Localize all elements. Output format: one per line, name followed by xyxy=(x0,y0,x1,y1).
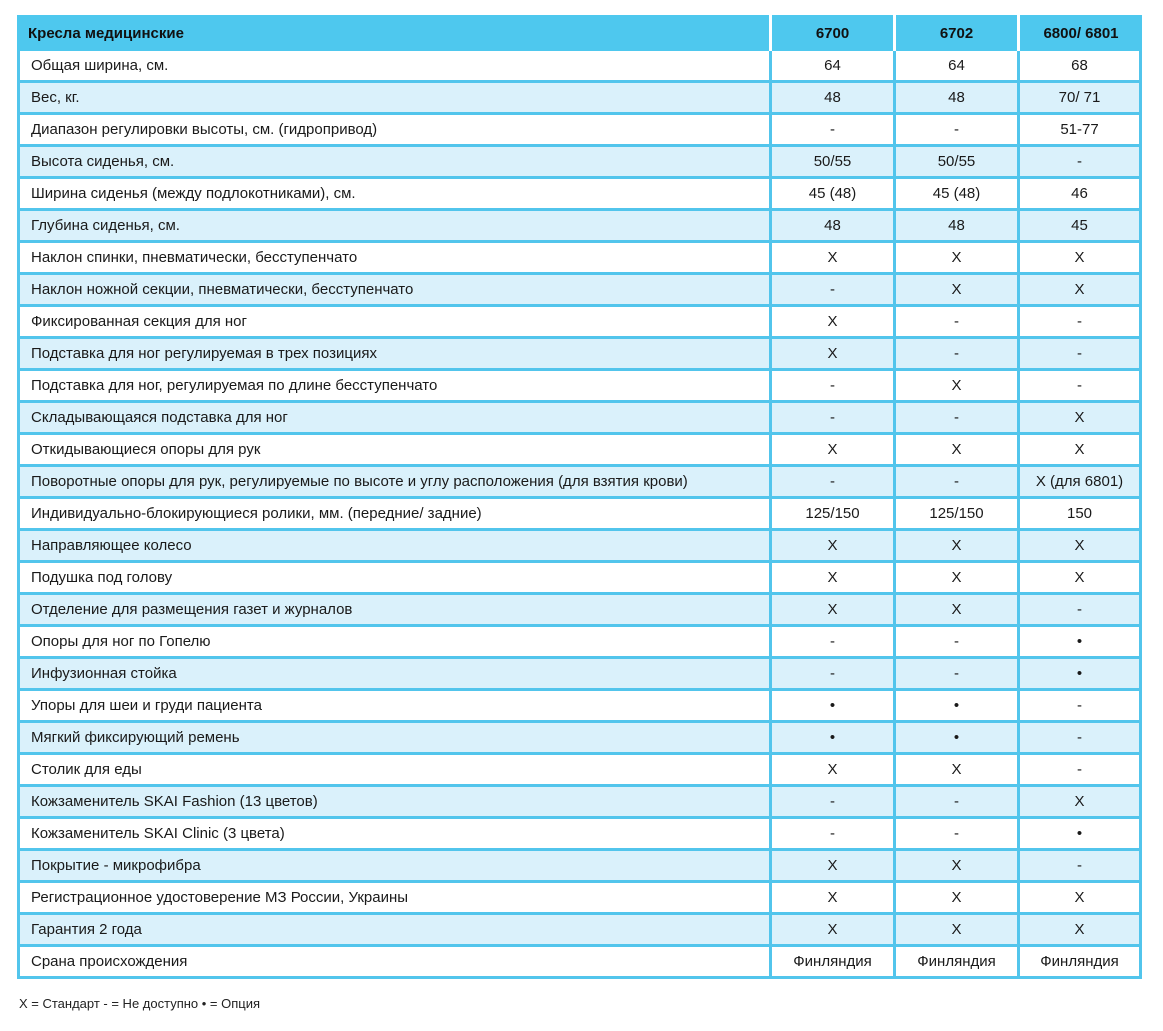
row-value: - xyxy=(896,627,1020,659)
row-value: X xyxy=(772,563,896,595)
row-value: X xyxy=(772,915,896,947)
row-label: Отделение для размещения газет и журналов xyxy=(17,595,772,627)
row-label: Ширина сиденья (между подлокотниками), см. xyxy=(17,179,772,211)
row-value: 50/55 xyxy=(772,147,896,179)
table-row xyxy=(17,915,1142,947)
row-value: 125/150 xyxy=(896,499,1020,531)
row-label: Упоры для шеи и груди пациента xyxy=(17,691,772,723)
row-label: Складывающаяся подставка для ног xyxy=(17,403,772,435)
row-value: X xyxy=(896,851,1020,883)
row-value: 48 xyxy=(772,211,896,243)
table-row xyxy=(17,723,1142,755)
row-value: 64 xyxy=(896,51,1020,83)
row-label: Откидывающиеся опоры для рук xyxy=(17,435,772,467)
table-row xyxy=(17,243,1142,275)
row-value: • xyxy=(1020,627,1142,659)
row-value: - xyxy=(772,275,896,307)
row-value: - xyxy=(772,787,896,819)
row-value: - xyxy=(896,467,1020,499)
model-header: 6700 xyxy=(772,15,896,51)
row-value: X xyxy=(772,883,896,915)
table-row xyxy=(17,307,1142,339)
table-row xyxy=(17,403,1142,435)
table-row xyxy=(17,819,1142,851)
row-value: X xyxy=(896,755,1020,787)
row-value: X xyxy=(1020,531,1142,563)
row-value: - xyxy=(896,339,1020,371)
row-value: - xyxy=(1020,371,1142,403)
row-value: - xyxy=(896,819,1020,851)
row-value: - xyxy=(772,627,896,659)
row-label: Покрытие - микрофибра xyxy=(17,851,772,883)
row-label: Подставка для ног регулируемая в трех позициях xyxy=(17,339,772,371)
row-label: Мягкий фиксирующий ремень xyxy=(17,723,772,755)
row-value: X xyxy=(772,435,896,467)
row-value: 50/55 xyxy=(896,147,1020,179)
table-row xyxy=(17,371,1142,403)
row-value: - xyxy=(1020,851,1142,883)
row-value: X xyxy=(772,243,896,275)
row-label: Высота сиденья, см. xyxy=(17,147,772,179)
row-value: - xyxy=(896,659,1020,691)
spec-table xyxy=(17,15,1142,979)
model-header: 6800/ 6801 xyxy=(1020,15,1142,51)
row-label: Кожзаменитель SKAI Fashion (13 цветов) xyxy=(17,787,772,819)
row-value: - xyxy=(772,371,896,403)
row-value: 46 xyxy=(1020,179,1142,211)
row-value: - xyxy=(1020,691,1142,723)
table-row xyxy=(17,627,1142,659)
row-value: - xyxy=(896,787,1020,819)
row-value: 70/ 71 xyxy=(1020,83,1142,115)
model-header: 6702 xyxy=(896,15,1020,51)
row-value: 45 xyxy=(1020,211,1142,243)
row-label: Направляющее колесо xyxy=(17,531,772,563)
row-value: • xyxy=(896,691,1020,723)
row-value: 125/150 xyxy=(772,499,896,531)
table-row xyxy=(17,83,1142,115)
table-row xyxy=(17,179,1142,211)
row-value: X xyxy=(1020,243,1142,275)
row-value: 45 (48) xyxy=(772,179,896,211)
table-row xyxy=(17,563,1142,595)
row-value: X xyxy=(896,531,1020,563)
row-value: X (для 6801) xyxy=(1020,467,1142,499)
row-value: 64 xyxy=(772,51,896,83)
row-value: X xyxy=(772,755,896,787)
row-value: X xyxy=(896,883,1020,915)
row-value: - xyxy=(772,819,896,851)
row-label: Срана происхождения xyxy=(17,947,772,979)
table-row xyxy=(17,51,1142,83)
row-label: Наклон спинки, пневматически, бесступенчато xyxy=(17,243,772,275)
table-row xyxy=(17,691,1142,723)
table-row xyxy=(17,851,1142,883)
row-label: Вес, кг. xyxy=(17,83,772,115)
row-label: Инфузионная стойка xyxy=(17,659,772,691)
row-value: 150 xyxy=(1020,499,1142,531)
table-title: Кресла медицинские xyxy=(17,15,772,51)
row-value: - xyxy=(772,403,896,435)
row-value: 51-77 xyxy=(1020,115,1142,147)
table-row xyxy=(17,787,1142,819)
row-value: 45 (48) xyxy=(896,179,1020,211)
row-value: - xyxy=(1020,307,1142,339)
row-label: Опоры для ног по Гопелю xyxy=(17,627,772,659)
table-row xyxy=(17,595,1142,627)
row-value: X xyxy=(1020,915,1142,947)
row-value: • xyxy=(1020,659,1142,691)
row-value: X xyxy=(772,531,896,563)
row-value: Финляндия xyxy=(772,947,896,979)
row-label: Кожзаменитель SKAI Clinic (3 цвета) xyxy=(17,819,772,851)
row-value: - xyxy=(772,115,896,147)
table-row xyxy=(17,499,1142,531)
row-value: - xyxy=(896,307,1020,339)
row-label: Наклон ножной секции, пневматически, бесступенчато xyxy=(17,275,772,307)
row-value: - xyxy=(772,659,896,691)
row-value: X xyxy=(896,563,1020,595)
table-row xyxy=(17,339,1142,371)
row-value: • xyxy=(772,691,896,723)
row-value: X xyxy=(772,851,896,883)
row-label: Диапазон регулировки высоты, см. (гидропривод) xyxy=(17,115,772,147)
row-value: - xyxy=(1020,339,1142,371)
table-row xyxy=(17,755,1142,787)
row-label: Глубина сиденья, см. xyxy=(17,211,772,243)
table-row xyxy=(17,435,1142,467)
row-value: X xyxy=(1020,787,1142,819)
row-value: - xyxy=(896,403,1020,435)
row-value: - xyxy=(1020,595,1142,627)
row-value: X xyxy=(896,595,1020,627)
row-value: X xyxy=(772,307,896,339)
row-value: 48 xyxy=(896,83,1020,115)
row-value: X xyxy=(1020,883,1142,915)
row-value: X xyxy=(1020,403,1142,435)
table-row xyxy=(17,467,1142,499)
row-label: Индивидуально-блокирующиеся ролики, мм. (передние/ задние) xyxy=(17,499,772,531)
row-label: Подставка для ног, регулируемая по длине бесступенчато xyxy=(17,371,772,403)
table-row xyxy=(17,947,1142,979)
row-label: Столик для еды xyxy=(17,755,772,787)
row-value: • xyxy=(1020,819,1142,851)
table-row xyxy=(17,275,1142,307)
row-label: Гарантия 2 года xyxy=(17,915,772,947)
row-label: Поворотные опоры для рук, регулируемые по высоте и углу расположения (для взятия крови) xyxy=(17,467,772,499)
row-value: X xyxy=(896,915,1020,947)
row-value: 68 xyxy=(1020,51,1142,83)
table-row xyxy=(17,883,1142,915)
table-row xyxy=(17,211,1142,243)
row-value: X xyxy=(896,435,1020,467)
legend: X = Стандарт - = Не доступно • = Опция xyxy=(19,996,261,1011)
row-value: • xyxy=(896,723,1020,755)
row-label: Подушка под голову xyxy=(17,563,772,595)
row-value: - xyxy=(772,467,896,499)
table-row xyxy=(17,659,1142,691)
row-label: Общая ширина, см. xyxy=(17,51,772,83)
table-header-row xyxy=(17,15,1142,51)
row-value: X xyxy=(1020,275,1142,307)
table-row xyxy=(17,115,1142,147)
row-value: Финляндия xyxy=(1020,947,1142,979)
row-label: Фиксированная секция для ног xyxy=(17,307,772,339)
table-row xyxy=(17,531,1142,563)
row-value: X xyxy=(772,595,896,627)
row-label: Регистрационное удостоверение МЗ России, Украины xyxy=(17,883,772,915)
row-value: 48 xyxy=(896,211,1020,243)
row-value: X xyxy=(896,243,1020,275)
row-value: Финляндия xyxy=(896,947,1020,979)
row-value: X xyxy=(896,371,1020,403)
row-value: X xyxy=(896,275,1020,307)
table-row xyxy=(17,147,1142,179)
row-value: - xyxy=(1020,723,1142,755)
row-value: X xyxy=(1020,435,1142,467)
row-value: - xyxy=(1020,147,1142,179)
row-value: • xyxy=(772,723,896,755)
row-value: X xyxy=(772,339,896,371)
row-value: 48 xyxy=(772,83,896,115)
row-value: X xyxy=(1020,563,1142,595)
row-value: - xyxy=(1020,755,1142,787)
row-value: - xyxy=(896,115,1020,147)
